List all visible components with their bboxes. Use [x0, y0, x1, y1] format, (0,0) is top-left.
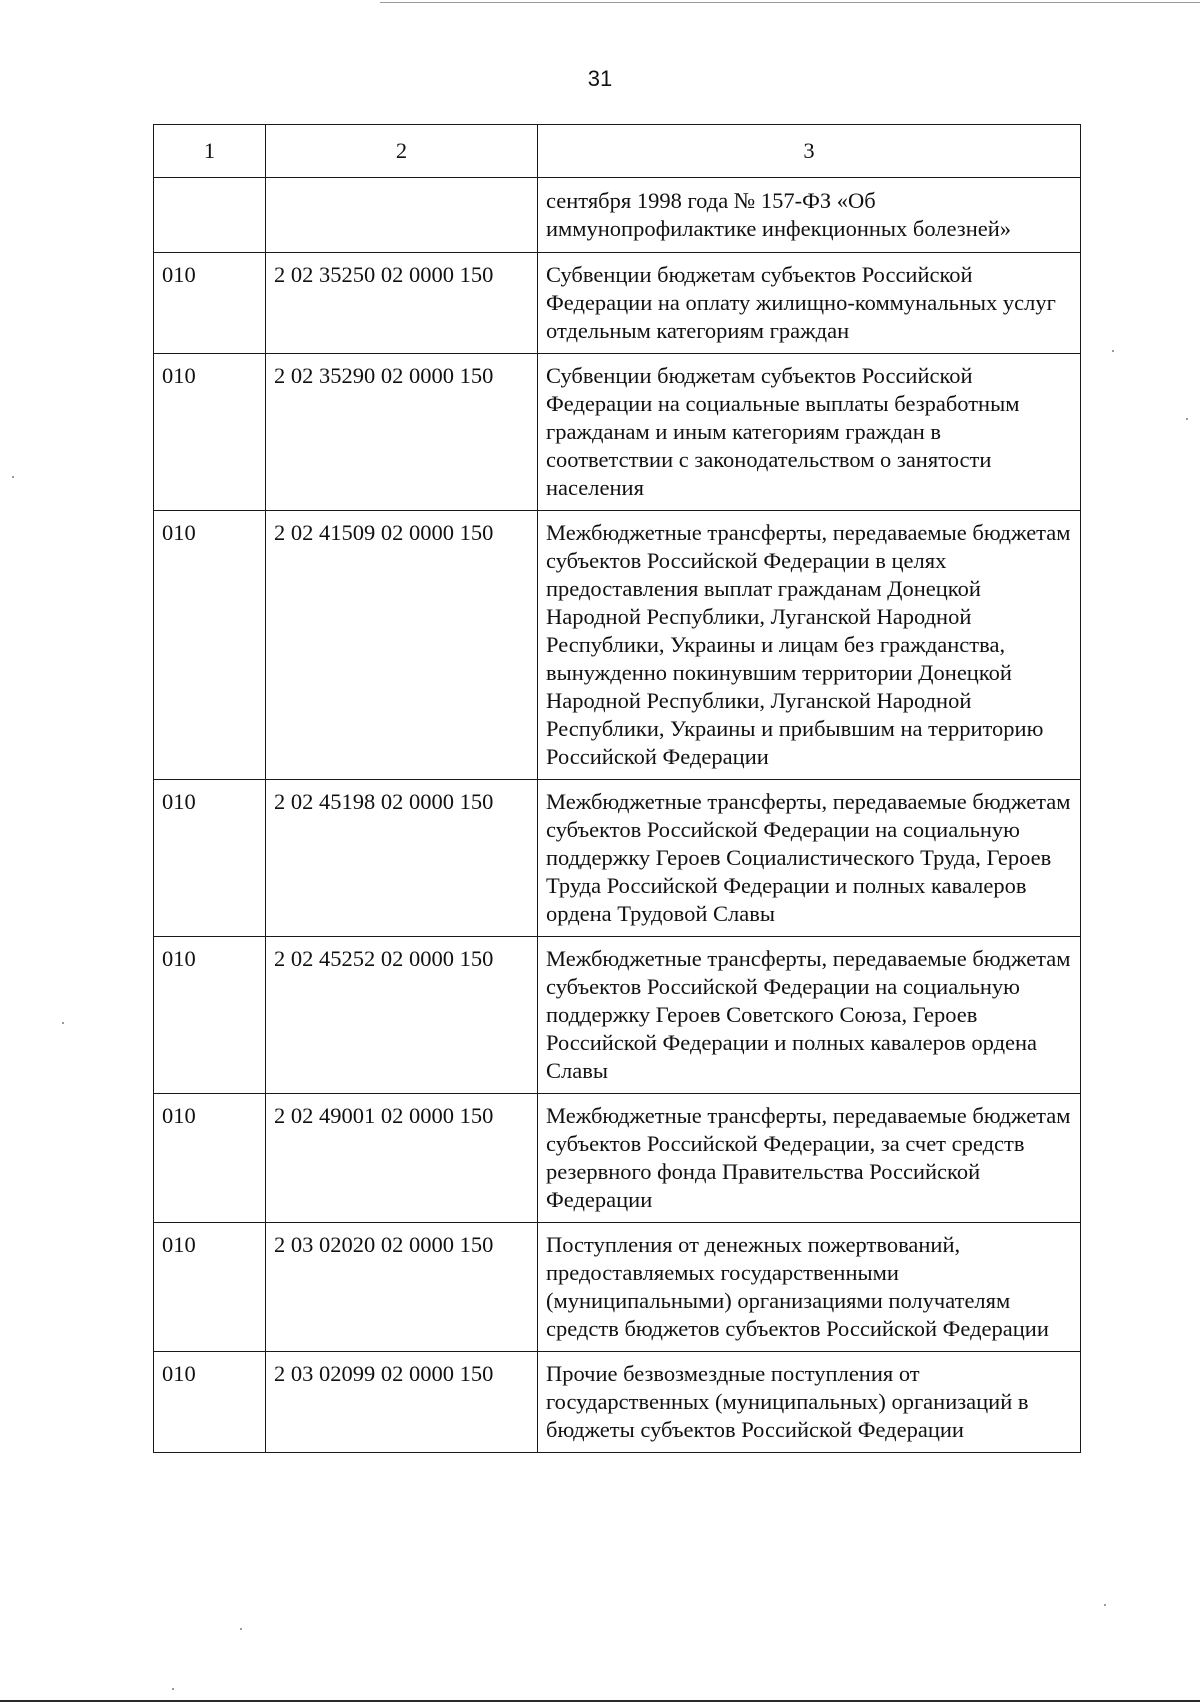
budget-code-cell: 2 02 45252 02 0000 150: [266, 937, 538, 1094]
description-cell: Межбюджетные трансферты, передаваемые бюджетам субъектов Российской Федерации на социальную поддержку Героев Советского Союза, Героев Российской Федерации и полных кавалеров ордена Славы: [538, 937, 1081, 1094]
table-row: [154, 253, 1081, 354]
revenue-codes-table: [153, 124, 1081, 1453]
scan-speck: [12, 476, 14, 478]
scan-speck: [1186, 418, 1188, 420]
admin-code-cell: 010: [154, 1223, 266, 1352]
admin-code-cell: 010: [154, 1094, 266, 1223]
admin-code-cell: 010: [154, 780, 266, 937]
table-header-row: [154, 125, 1081, 178]
column-header-2: 2: [266, 125, 538, 178]
table-row: [154, 178, 1081, 253]
budget-code-cell: 2 02 49001 02 0000 150: [266, 1094, 538, 1223]
table-row: [154, 511, 1081, 780]
scan-speck: [1112, 350, 1114, 352]
table-row: [154, 1094, 1081, 1223]
scan-speck: [240, 1628, 242, 1630]
budget-code-cell: 2 03 02020 02 0000 150: [266, 1223, 538, 1352]
page-number: 31: [587, 66, 613, 91]
admin-code-cell: 010: [154, 1352, 266, 1453]
scan-speck: [172, 1688, 174, 1690]
scan-speck: [62, 1022, 64, 1024]
budget-code-cell: 2 03 02099 02 0000 150: [266, 1352, 538, 1453]
description-cell: Поступления от денежных пожертвований, предоставляемых государственными (муниципальными) организациями получателям средств бюджетов субъектов Российской Федерации: [538, 1223, 1081, 1352]
budget-code-cell: 2 02 41509 02 0000 150: [266, 511, 538, 780]
description-cell: Субвенции бюджетам субъектов Российской Федерации на оплату жилищно-коммунальных услуг отдельным категориям граждан: [538, 253, 1081, 354]
column-header-3: 3: [538, 125, 1081, 178]
table-row: [154, 780, 1081, 937]
admin-code-cell: [154, 178, 266, 253]
description-cell: Межбюджетные трансферты, передаваемые бюджетам субъектов Российской Федерации на социальную поддержку Героев Социалистического Труда, Героев Труда Российской Федерации и полных кавалеров ордена Трудовой Славы: [538, 780, 1081, 937]
scan-artifact-line-bottom: [0, 1700, 1200, 1702]
table-row: [154, 1352, 1081, 1453]
admin-code-cell: 010: [154, 354, 266, 511]
admin-code-cell: 010: [154, 511, 266, 780]
scan-artifact-line-top: [380, 2, 1200, 3]
budget-code-cell: [266, 178, 538, 253]
description-cell: сентября 1998 года № 157-ФЗ «Об иммунопрофилактике инфекционных болезней»: [538, 178, 1081, 253]
table-row: [154, 1223, 1081, 1352]
budget-code-cell: 2 02 35290 02 0000 150: [266, 354, 538, 511]
column-header-1: 1: [154, 125, 266, 178]
description-cell: Межбюджетные трансферты, передаваемые бюджетам субъектов Российской Федерации, за счет средств резервного фонда Правительства Российской Федерации: [538, 1094, 1081, 1223]
description-cell: Прочие безвозмездные поступления от государственных (муниципальных) организаций в бюджеты субъектов Российской Федерации: [538, 1352, 1081, 1453]
budget-code-cell: 2 02 45198 02 0000 150: [266, 780, 538, 937]
table-row: [154, 354, 1081, 511]
admin-code-cell: 010: [154, 253, 266, 354]
budget-code-cell: 2 02 35250 02 0000 150: [266, 253, 538, 354]
description-cell: Межбюджетные трансферты, передаваемые бюджетам субъектов Российской Федерации в целях предоставления выплат гражданам Донецкой Народной Республики, Луганской Народной Республики, Украины и лицам без гражданства, вынужденно покинувшим территории Донецкой Народной Республики, Луганской Народной Республики, Украины и прибывшим на территорию Российской Федерации: [538, 511, 1081, 780]
description-cell: Субвенции бюджетам субъектов Российской Федерации на социальные выплаты безработным гражданам и иным категориям граждан в соответствии с законодательством о занятости населения: [538, 354, 1081, 511]
table-row: [154, 937, 1081, 1094]
scan-speck: [1104, 1604, 1106, 1606]
admin-code-cell: 010: [154, 937, 266, 1094]
